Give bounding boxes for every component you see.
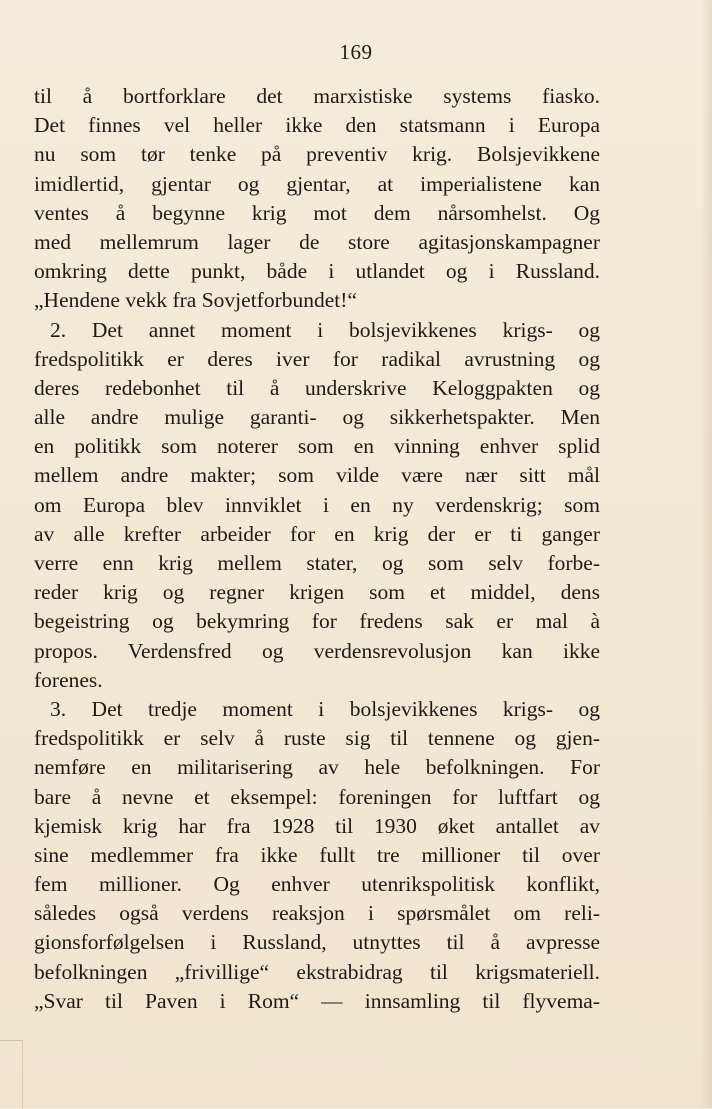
text-line: gionsforfølgelsen i Russland, utnyttes til å avpresse (34, 930, 600, 955)
text-line: imidlertid, gjentar og gjentar, at imperialistene kan (34, 171, 600, 196)
text-line: 3. Det tredje moment i bolsjevikkenes krigs- og (50, 696, 600, 721)
text-line: av alle krefter arbeider for en krig der er ti ganger (34, 521, 600, 546)
text-line: sine medlemmer fra ikke fullt tre millioner til over (34, 842, 600, 867)
body-text (34, 82, 600, 1016)
text-line: mellem andre makter; som vilde være nær sitt mål (34, 463, 600, 488)
text-line: forenes. (34, 667, 103, 692)
text-line: ventes å begynne krig mot dem nårsomhelst. Og (34, 200, 600, 225)
text-line: verre enn krig mellem stater, og som selv forbe- (34, 551, 600, 575)
text-line: til å bortforklare det marxistiske systems fiasko. (34, 84, 600, 108)
page-number: 169 (339, 40, 373, 64)
text-line: „Hendene vekk fra Sovjetforbundet!“ (34, 288, 357, 313)
text-line: alle andre mulige garanti- og sikkerhetspakter. Men (34, 405, 600, 430)
text-line: „Svar til Paven i Rom“ — innsamling til flyvema- (34, 988, 600, 1013)
text-line: fredspolitikk er deres iver for radikal avrustning og (34, 346, 600, 371)
text-line: med mellemrum lager de store agitasjonskampagner (34, 229, 600, 254)
text-line: bare å nevne et eksempel: foreningen for luftfart og (34, 784, 600, 809)
text-line: en politikk som noterer som en vinning enhver splid (34, 434, 600, 459)
text-line: kjemisk krig har fra 1928 til 1930 øket antallet av (34, 813, 600, 838)
text-line: omkring dette punkt, både i utlandet og i Russland. (34, 259, 600, 284)
text-line: reder krig og regner krigen som et middel, dens (34, 580, 600, 605)
text-line: nu som tør tenke på preventiv krig. Bolsjevikkene (34, 142, 600, 167)
text-line: deres redebonhet til å underskrive Keloggpakten og (34, 375, 600, 400)
text-line: begeistring og bekymring for fredens sak er mal à (34, 609, 600, 634)
text-line: fem millioner. Og enhver utenrikspolitisk konflikt, (34, 872, 600, 897)
text-line: propos. Verdensfred og verdensrevolusjon kan ikke (34, 638, 600, 663)
text-line: befolkningen „frivillige“ ekstrabidrag til krigsmateriell. (34, 959, 600, 984)
text-line: således også verdens reaksjon i spørsmålet om reli- (34, 901, 600, 926)
text-line: 2. Det annet moment i bolsjevikkenes krigs- og (50, 317, 600, 342)
text-line: om Europa blev innviklet i en ny verdenskrig; som (34, 492, 600, 517)
text-line: fredspolitikk er selv å ruste sig til tennene og gjen- (34, 726, 600, 751)
page-edge-shadow (700, 0, 712, 1108)
text-line: nemføre en militarisering av hele befolkningen. For (34, 755, 600, 780)
page-corner-mark (0, 1040, 23, 1109)
text-line: Det finnes vel heller ikke den statsmann i Europa (34, 113, 600, 138)
